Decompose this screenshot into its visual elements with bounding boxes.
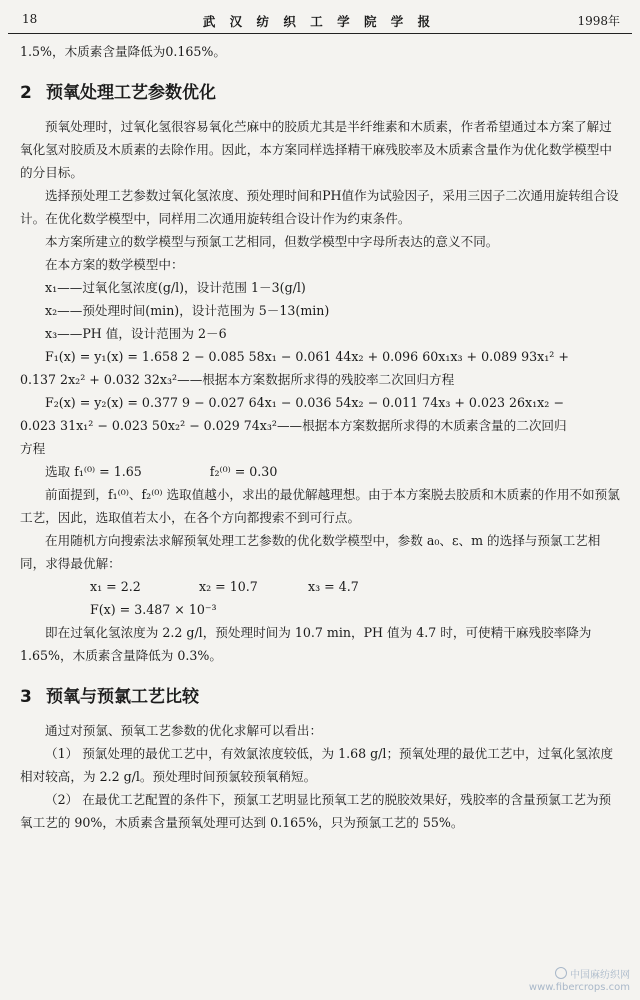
paragraph: 预氧处理时，过氧化氢很容易氧化苎麻中的胶质尤其是半纤维素和木质素，作者希望通过本方案了解过氧化氢对胶质及木质素的去除作用。因此，本方案同样选择精干麻残胶率及木质素含量作为优化数学模型中的分目标。	[20, 119, 612, 180]
equation-f2-line: F₂(x) = y₂(x) = 0.377 9 − 0.027 64x₁ − 0.036 54x₂ − 0.011 74x₃ + 0.023 26x₁x₂ −	[45, 395, 564, 410]
journal-title: 武 汉 纺 织 工 学 院 学 报	[202, 14, 436, 29]
solution-x2: x₂ = 10.7	[199, 579, 258, 594]
equation-f1-line: 0.137 2x₂² + 0.032 32x₃²——根据本方案数据所求得的残胶率二次回归方程	[20, 372, 455, 387]
paragraph: 在用随机方向搜索法求解预氧处理工艺参数的优化数学模型中，参数 a₀、ε、m 的选择与预氯工艺相同，求得最优解：	[20, 533, 601, 571]
equation-f2-line: 0.023 31x₁² − 0.023 50x₂² − 0.029 74x₃²——根据本方案数据所求得的木质素含量的二次回归	[20, 418, 567, 433]
paragraph: 前面提到，f₁⁽⁰⁾、f₂⁽⁰⁾ 选取值越小，求出的最优解越理想。由于本方案脱去胶质和木质素的作用不如预氯工艺，因此，选取值若太小，在各个方向都搜索不到可行点。	[20, 487, 620, 525]
watermark-url: www.fibercrops.com	[528, 982, 630, 993]
section-number: 3	[20, 687, 32, 707]
page-number: 18	[22, 12, 38, 26]
objective-value: F(x) = 3.487 × 10⁻³	[90, 602, 217, 617]
target-f1: 选取 f₁⁽⁰⁾ = 1.65	[45, 464, 142, 479]
variable-definition: x₁——过氧化氢浓度(g/l)，设计范围 1－3(g/l)	[45, 280, 306, 295]
variable-definition: x₃——PH 值，设计范围为 2－6	[45, 326, 227, 341]
paragraph: 通过对预氯、预氧工艺参数的优化求解可以看出：	[45, 723, 323, 738]
section-title: 预氧处理工艺参数优化	[46, 83, 216, 103]
section-heading-3	[20, 685, 622, 709]
watermark-text: 中国麻纺织网	[570, 970, 630, 981]
watermark	[529, 967, 630, 994]
section-number: 2	[20, 83, 32, 103]
header-rule	[8, 33, 632, 34]
list-item: （2） 在最优工艺配置的条件下，预氯工艺明显比预氧工艺的脱胶效果好，残胶率的含量预氯工艺为预氧工艺的 90%，木质素含量预氧处理可达到 0.165%，只为预氯工艺的 55%。	[20, 792, 612, 830]
optimal-solution	[20, 575, 622, 598]
running-header	[12, 10, 626, 32]
paragraph: 本方案所建立的数学模型与预氯工艺相同，但数学模型中字母所表达的意义不同。	[45, 234, 499, 249]
section-title: 预氧与预氯工艺比较	[46, 687, 199, 707]
section-heading-2	[20, 81, 622, 105]
selected-targets	[20, 460, 622, 483]
article-body	[20, 40, 622, 834]
paragraph: 选择预处理工艺参数过氧化氢浓度、预处理时间和PH值作为试验因子，采用三因子二次通用旋转组合设计。在优化数学模型中，同样用二次通用旋转组合设计作为约束条件。	[20, 188, 619, 226]
watermark-logo-icon	[555, 967, 567, 979]
paragraph: 在本方案的数学模型中：	[45, 257, 184, 272]
carryover-line: 1.5%，木质素含量降低为0.165%。	[20, 44, 226, 59]
list-item: （1） 预氯处理的最优工艺中，有效氯浓度较低，为 1.68 g/l；预氧处理的最优工艺中，过氧化氢浓度相对较高，为 2.2 g/l。预处理时间预氯较预氧稍短。	[20, 746, 614, 784]
issue-year: 1998年	[577, 14, 620, 28]
paragraph: 即在过氧化氢浓度为 2.2 g/l，预处理时间为 10.7 min，PH 值为 4.7 时，可使精干麻残胶率降为 1.65%，木质素含量降低为 0.3%。	[20, 625, 592, 663]
variable-definition: x₂——预处理时间(min)，设计范围为 5－13(min)	[45, 303, 330, 318]
equation-f1-line: F₁(x) = y₁(x) = 1.658 2 − 0.085 58x₁ − 0.061 44x₂ + 0.096 60x₁x₃ + 0.089 93x₁² +	[45, 349, 569, 364]
solution-x3: x₃ = 4.7	[308, 579, 359, 594]
target-f2: f₂⁽⁰⁾ = 0.30	[209, 464, 278, 479]
equation-f2-line: 方程	[20, 441, 46, 456]
solution-x1: x₁ = 2.2	[90, 579, 141, 594]
